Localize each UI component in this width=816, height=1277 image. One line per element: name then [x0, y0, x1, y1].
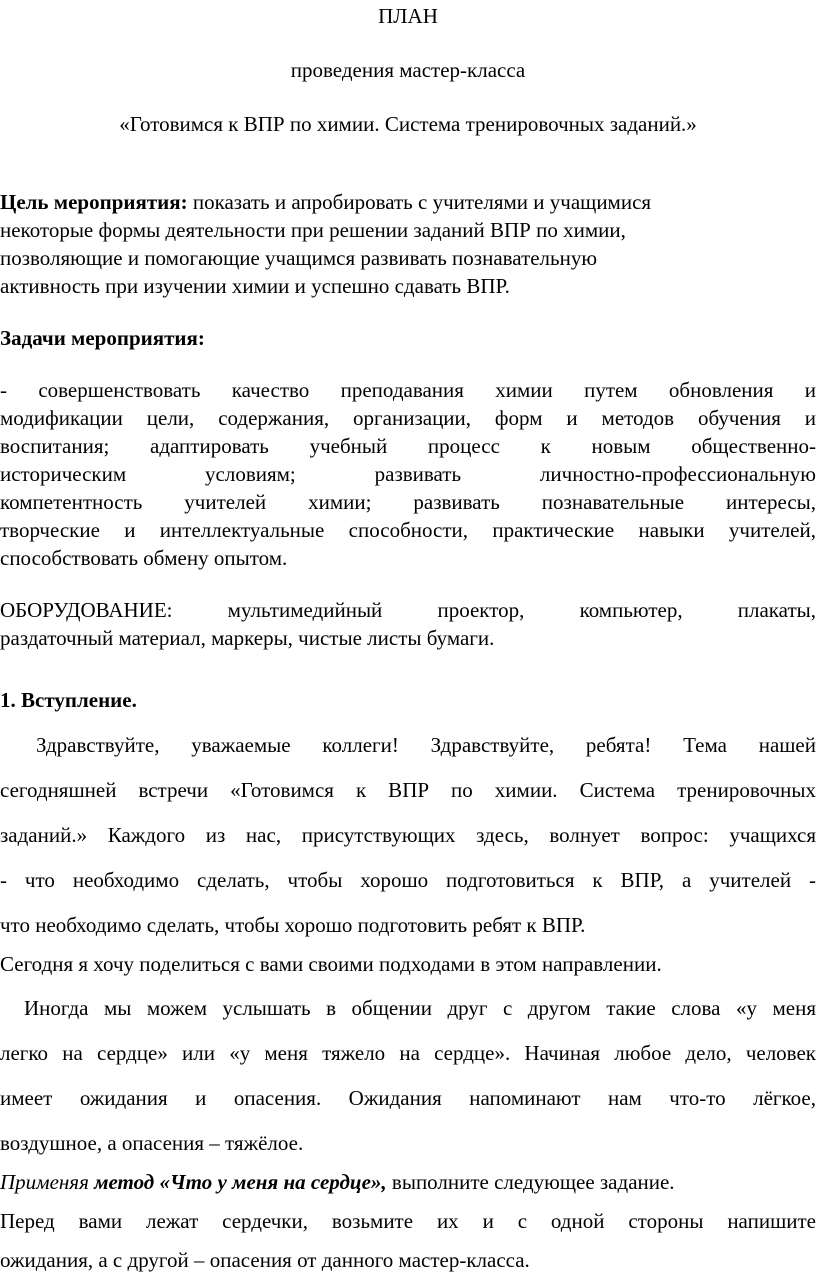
method-intro: Применяя: [0, 1170, 95, 1194]
intro-paragraph: - что необходимо сделать, чтобы хорошо подготовиться к ВПР, а учителей -: [0, 868, 816, 892]
goal-line: [0, 192, 816, 213]
goal-text: показать и апробировать с учителями и учащимися: [187, 190, 652, 214]
tasks-text: воспитания; адаптировать учебный процесс к новым общественно-: [0, 434, 816, 458]
method-name: метод «Что у меня на сердце»,: [94, 1170, 387, 1194]
section-heading: 1. Вступление.: [0, 688, 137, 712]
goal-label: Цель мероприятия:: [0, 190, 188, 214]
task-paragraph: Перед вами лежат сердечки, возьмите их и с одной стороны напишите: [0, 1209, 816, 1233]
tasks-heading: Задачи мероприятия:: [0, 326, 205, 350]
tasks-text: способствовать обмену опытом.: [0, 546, 288, 570]
goal-text: позволяющие и помогающие учащимся развивать познавательную: [0, 246, 598, 270]
approach-paragraph: Сегодня я хочу поделиться с вами своими подходами в этом направлении.: [0, 952, 662, 976]
tasks-text: - совершенствовать качество преподавания химии путем обновления и: [0, 378, 816, 402]
expectations-paragraph: Иногда мы можем услышать в общении друг с другом такие слова «у меня: [24, 996, 816, 1020]
intro-paragraph: заданий.» Каждого из нас, присутствующих здесь, волнует вопрос: учащихся: [0, 823, 816, 847]
intro-paragraph: Здравствуйте, уважаемые коллеги! Здравствуйте, ребята! Тема нашей: [36, 733, 816, 757]
expectations-paragraph: легко на сердце» или «у меня тяжело на сердце». Начиная любое дело, человек: [0, 1041, 816, 1065]
tasks-text: историческим условиям; развивать личностно-профессиональную: [0, 462, 816, 486]
intro-paragraph: что необходимо сделать, чтобы хорошо подготовить ребят к ВПР.: [0, 913, 586, 937]
method-instruction: выполните следующее задание.: [386, 1170, 675, 1194]
tasks-text: модификации цели, содержания, организации, форм и методов обучения и: [0, 406, 816, 430]
goal-text: некоторые формы деятельности при решении заданий ВПР по химии,: [0, 218, 626, 242]
expectations-paragraph: воздушное, а опасения – тяжёлое.: [0, 1131, 304, 1155]
document-subtitle: проведения мастер-класса: [290, 58, 526, 82]
equipment-text: ОБОРУДОВАНИЕ: мультимедийный проектор, компьютер, плакаты,: [0, 598, 816, 622]
goal-text: активность при изучении химии и успешно сдавать ВПР.: [0, 274, 510, 298]
document-theme: «Готовимся к ВПР по химии. Система тренировочных заданий.»: [119, 112, 697, 136]
tasks-text: творческие и интеллектуальные способности, практические навыки учителей,: [0, 518, 816, 542]
document-title: ПЛАН: [378, 4, 438, 28]
expectations-paragraph: имеет ожидания и опасения. Ожидания напоминают нам что-то лёгкое,: [0, 1086, 816, 1110]
tasks-text: компетентность учителей химии; развивать познавательные интересы,: [0, 490, 816, 514]
task-paragraph: ожидания, а с другой – опасения от данного мастер-класса.: [0, 1248, 530, 1272]
method-line: [0, 1172, 816, 1193]
equipment-text: раздаточный материал, маркеры, чистые листы бумаги.: [0, 626, 495, 650]
intro-paragraph: сегодняшней встречи «Готовимся к ВПР по химии. Система тренировочных: [0, 778, 816, 802]
